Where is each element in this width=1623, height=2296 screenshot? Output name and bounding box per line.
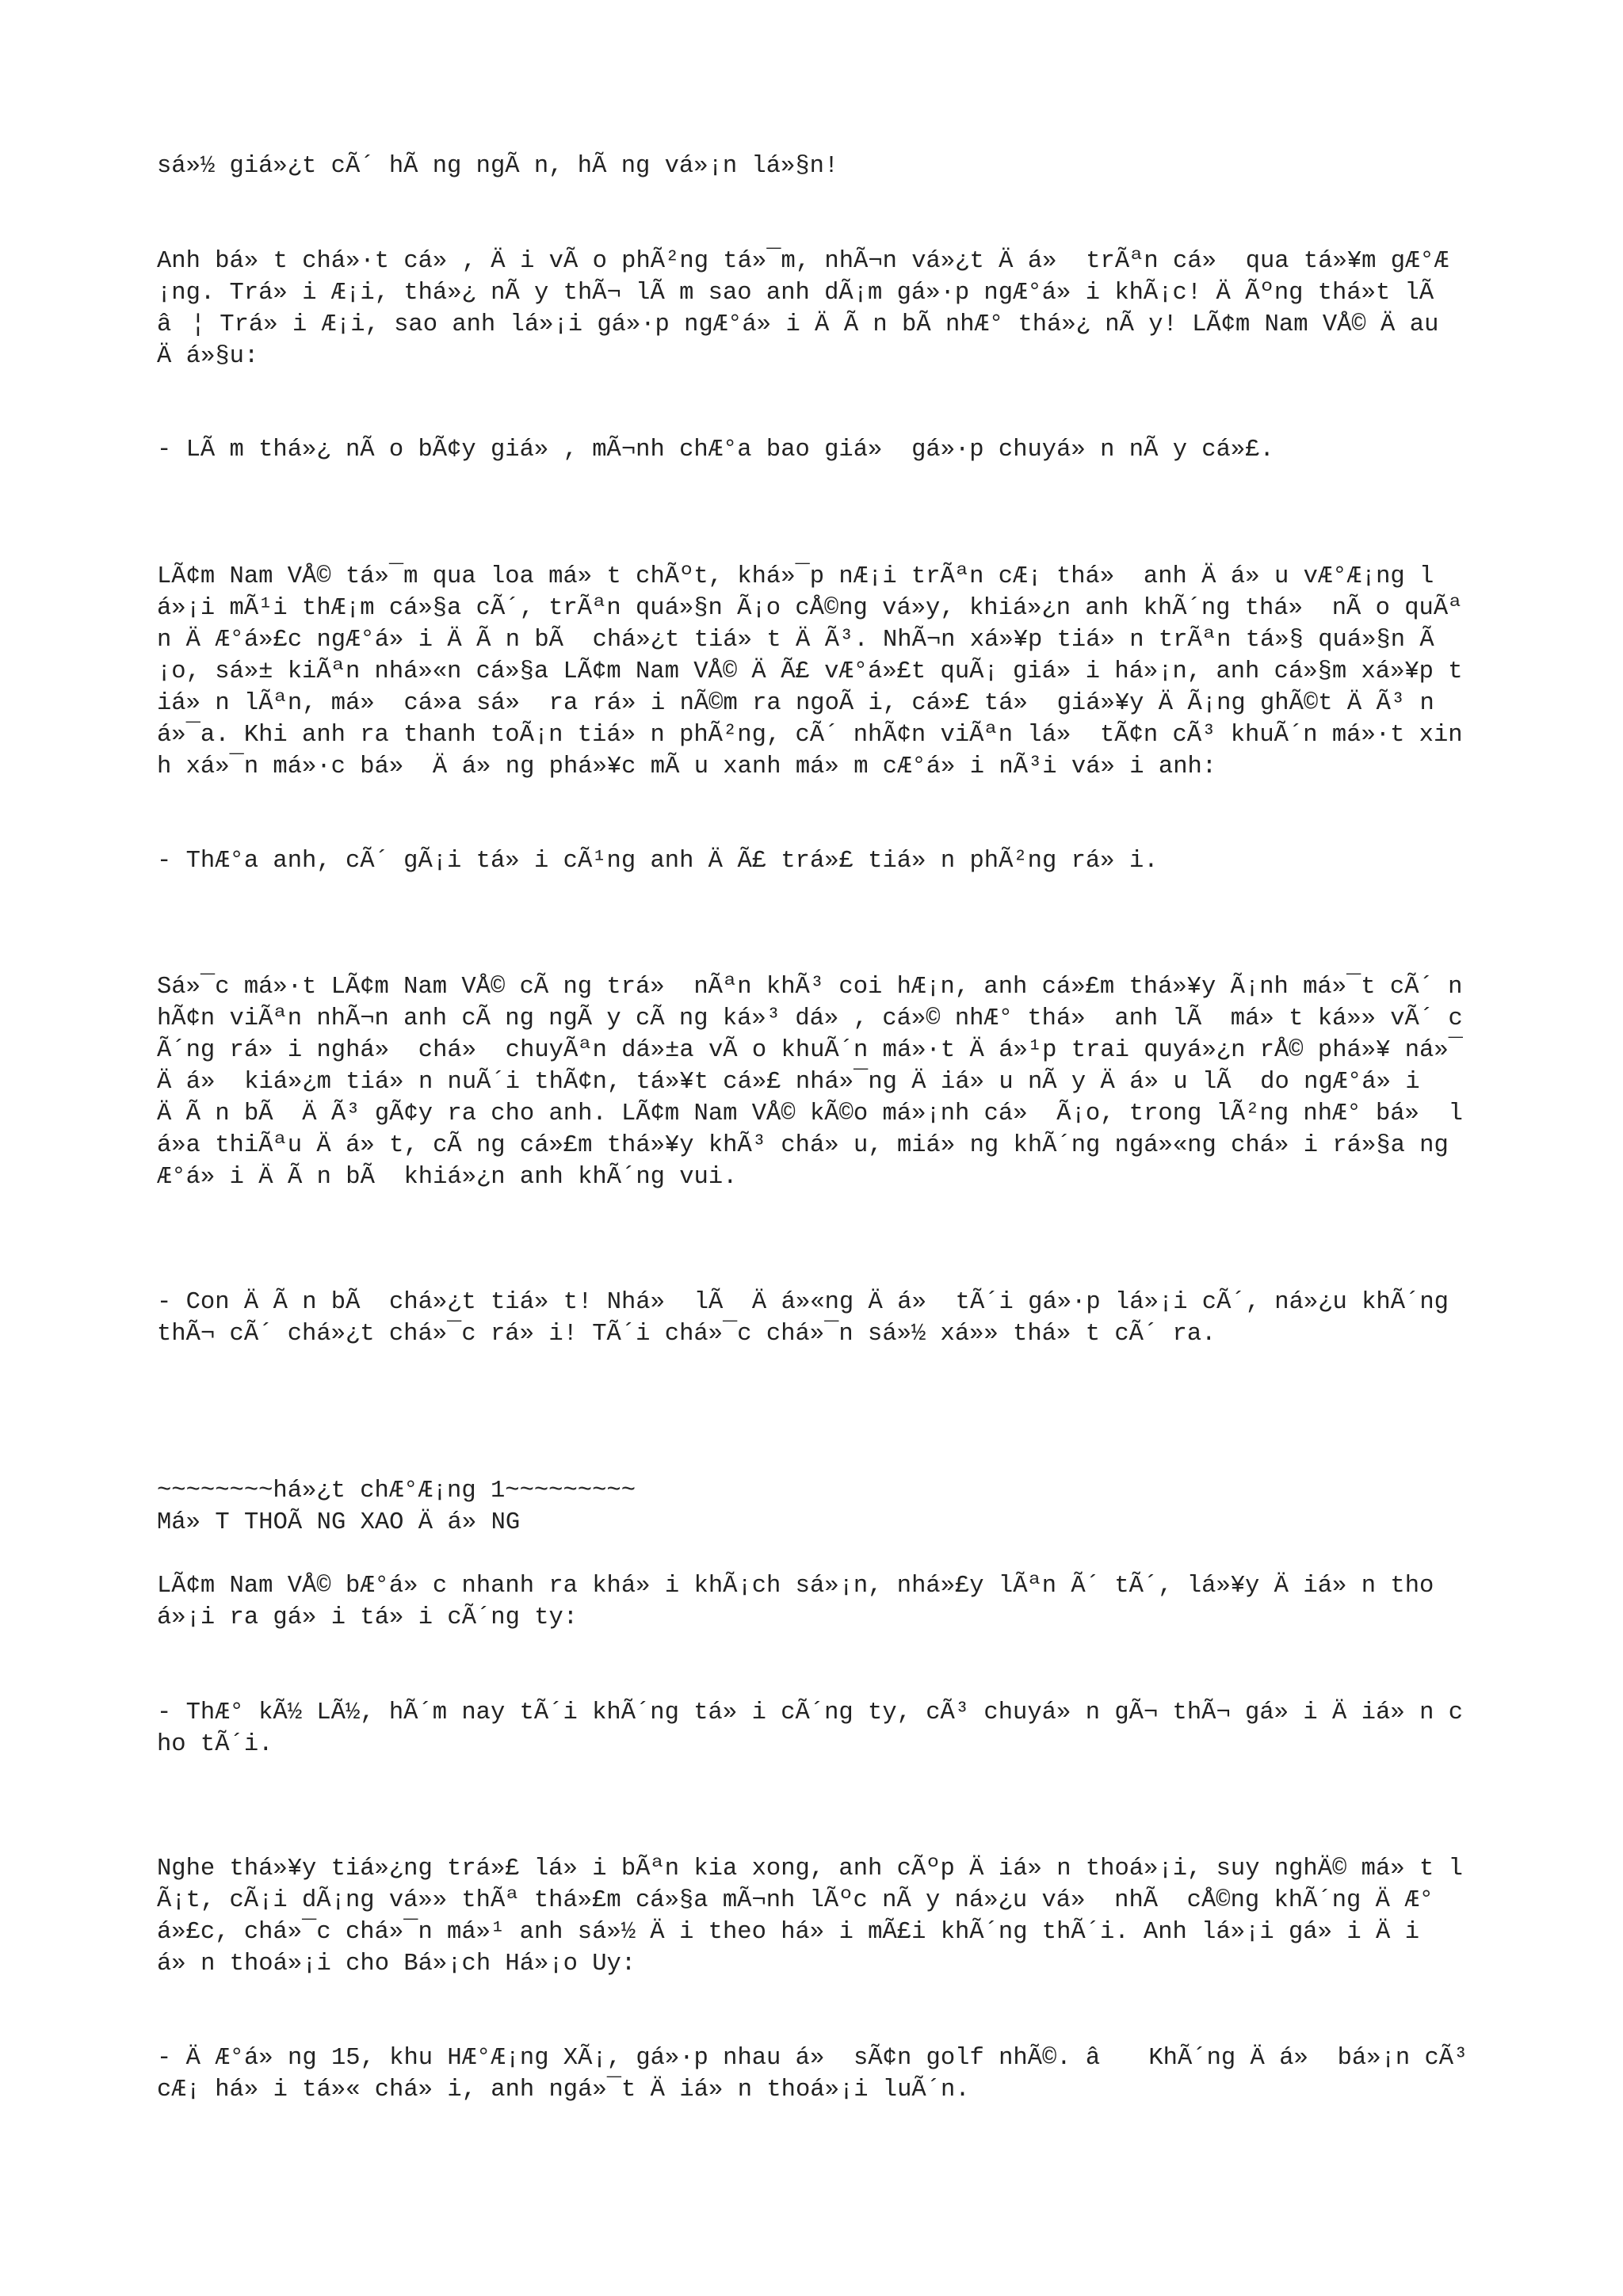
paragraph-3: - LÃ m thá»¿ nÃ o bÃ¢y giá», mÃ¬nh chÆ°a bao giá» gá»·p chuyá»n nÃ y cá»£.: [157, 437, 1274, 463]
paragraph-9: - ThÆ° kÃ½ LÃ½, hÃ´m nay tÃ´i khÃ´ng tá»i cÃ´ng ty, cÃ³ chuyá»n gÃ¬ thÃ¬ gá»i Äiá»n cho tÃ´i.: [157, 1699, 1464, 1758]
paragraph-6: Sá»¯c má»·t LÃ¢m Nam VÅ© cÃ ng trá» nÃªn khÃ³ coi hÆ¡n, anh cá»£m thá»¥y Ã¡nh má»¯t cÃ´ nhÃ¢n viÃªn nhÃ¬n anh cÃ ng ngÃ y cÃ ng ká»³ dá», cá»© nhÆ° thá» anh lÃ má»t ká»» vÃ´ cÃ´ng rá»i nghá» chá» chuyÃªn dá»±a vÃ o khuÃ´n má»·t Äá»¹p trai quyá»¿n rÅ© phá»¥ ná»¯ Äá» kiá»¿m tiá»n nuÃ´i thÃ¢n, tá»¥t cá»£ nhá»¯ng Äiá»u nÃ y Äá»u lÃ do ngÆ°á»i ÄÃ n bÃ ÄÃ³ gÃ¢y ra cho anh. LÃ¢m Nam VÅ© kÃ©o má»¡nh cá» Ã¡o, trong lÃ²ng nhÆ° bá» lá»a thiÃªu Äá»t, cÃ ng cá»£m thá»¥y khÃ³ chá»u, miá»ng khÃ´ng ngá»«ng chá»i rá»§a ngÆ°á»i ÄÃ n bÃ khiá»¿n anh khÃ´ng vui.: [157, 974, 1478, 1191]
paragraph-11: - ÄÆ°á»ng 15, khu HÆ°Æ¡ng XÃ¡, gá»·p nhau á» sÃ¢n golf nhÃ©. â KhÃ´ng Äá» bá»¡n cÃ³ cÆ¡ há»i tá»« chá»i, anh ngá»¯t Äiá»n thoá»¡i luÃ´n.: [157, 2045, 1483, 2103]
paragraph-10: Nghe thá»¥y tiá»¿ng trá»£ lá»i bÃªn kia xong, anh cÃºp Äiá»n thoá»¡i, suy nghÄ© má»t lÃ¡t, cÃ¡i dÃ¡ng vá»» thÃª thá»£m cá»§a mÃ¬nh lÃºc nÃ y ná»¿u vá» nhÃ cÅ©ng khÃ´ng ÄÆ°á»£c, chá»¯c chá»¯n má»¹ anh sá»½ Äi theo há»i mÃ£i khÃ´ng thÃ´i. Anh lá»¡i gá»i Äiá»n thoá»¡i cho Bá»¡ch Há»¡o Uy:: [157, 1855, 1463, 1978]
chapter-heading: ~~~~~~~~há»¿t chÆ°Æ¡ng 1~~~~~~~~~ Má»T THOÃNG XAO Äá»NG: [157, 1478, 636, 1536]
paragraph-7: - Con ÄÃ n bÃ chá»¿t tiá»t! Nhá» lÃ Äá»«ng Äá» tÃ´i gá»·p lá»¡i cÃ´, ná»¿u khÃ´ng thÃ¬ cÃ´ chá»¿t chá»¯c rá»i! TÃ´i chá»¯c chá»¯n sá»½ xá»» thá»t cÃ´ ra.: [157, 1289, 1464, 1348]
paragraph-4: LÃ¢m Nam VÅ© tá»¯m qua loa má»t chÃºt, khá»¯p nÆ¡i trÃªn cÆ¡ thá» anh Äá»u vÆ°Æ¡ng lá»¡i mÃ¹i thÆ¡m cá»§a cÃ´, trÃªn quá»§n Ã¡o cÅ©ng vá»y, khiá»¿n anh khÃ´ng thá» nÃ o quÃªn ÄÆ°á»£c ngÆ°á»i ÄÃ n bÃ chá»¿t tiá»t ÄÃ³. NhÃ¬n xá»¥p tiá»n trÃªn tá»§ quá»§n Ã¡o, sá»± kiÃªn nhá»«n cá»§a LÃ¢m Nam VÅ© ÄÃ£ vÆ°á»£t quÃ¡ giá»i há»¡n, anh cá»§m xá»¥p tiá»n lÃªn, má» cá»a sá» ra rá»i nÃ©m ra ngoÃ i, cá»£ tá» giá»¥y ÄÃ¡ng ghÃ©t ÄÃ³ ná»¯a. Khi anh ra thanh toÃ¡n tiá»n phÃ²ng, cÃ´ nhÃ¢n viÃªn lá» tÃ¢n cÃ³ khuÃ´n má»·t xinh xá»¯n má»·c bá» Äá»ng phá»¥c mÃ u xanh má»m cÆ°á»i nÃ³i vá»i anh:: [157, 563, 1463, 780]
paragraph-2: Anh bá»t chá»·t cá», Äi vÃ o phÃ²ng tá»¯m, nhÃ¬n vá»¿t Äá» trÃªn cá» qua tá»¥m gÆ°Æ¡ng. Trá»i Æ¡i, thá»¿ nÃ y thÃ¬ lÃ m sao anh dÃ¡m gá»·p ngÆ°á»i khÃ¡c! ÄÃºng thá»t lÃ â¦ Trá»i Æ¡i, sao anh lá»¡i gá»·p ngÆ°á»i ÄÃ n bÃ nhÆ° thá»¿ nÃ y! LÃ¢m Nam VÅ© Äau Äá»§u:: [157, 248, 1453, 370]
paragraph-5: - ThÆ°a anh, cÃ´ gÃ¡i tá»i cÃ¹ng anh ÄÃ£ trá»£ tiá»n phÃ²ng rá»i.: [157, 848, 1159, 875]
paragraph-8: LÃ¢m Nam VÅ© bÆ°á»c nhanh ra khá»i khÃ¡ch sá»¡n, nhá»£y lÃªn Ã´ tÃ´, lá»¥y Äiá»n thoá»¡i ra gá»i tá»i cÃ´ng ty:: [157, 1573, 1434, 1631]
paragraph-1: sá»½ giá»¿t cÃ´ hÃ ng ngÃ n, hÃ ng vá»¡n lá»§n!: [157, 153, 839, 180]
